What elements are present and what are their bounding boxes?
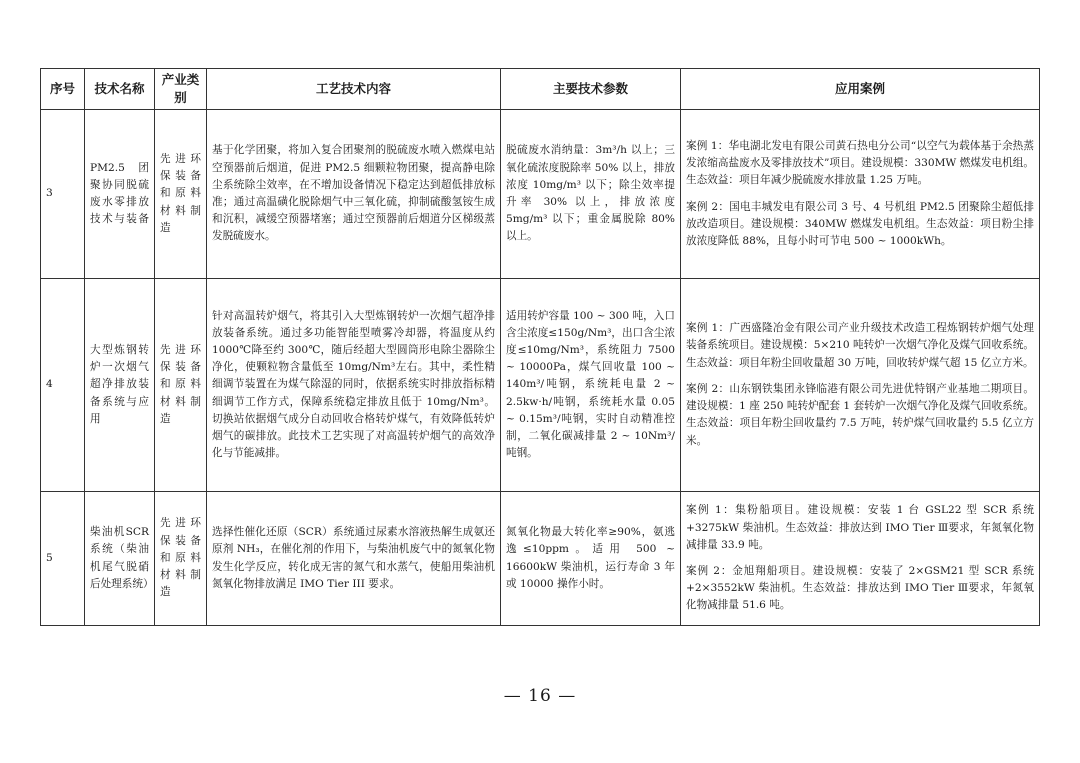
process-content: 基于化学团聚，将加入复合团聚剂的脱硫废水喷入燃煤电站空预器前后烟道，促进 PM2.5 细颗粒物团聚，提高静电除尘系统除尘效率，在不增加设备情况下稳定达到超低排放标准；通过高温磺化脱除烟气中三氧化硫，抑制硫酸氢铵生成和沉积，减缓空预器堵塞；通过空预器前后烟道分区梯级蒸发脱硫废水。 [207, 110, 501, 279]
industry-category: 先进环保装备和原料材料制造 [155, 110, 207, 279]
header-process: 工艺技术内容 [207, 69, 501, 110]
technical-parameters: 适用转炉容量 100 ~ 300 吨，入口含尘浓度≤150g/Nm³，出口含尘浓度≤10mg/Nm³，系统阻力 7500 ~ 10000Pa，煤气回收量 100 ~ 140m³/吨钢，系统耗电量 2 ~ 2.5kw·h/吨钢，系统耗水量 0.05 ~ 0.15m³/吨钢，实时自动精准控制，二氧化碳减排量 2 ~ 10Nm³/吨钢。 [501, 279, 681, 492]
header-no: 序号 [41, 69, 85, 110]
industry-category: 先进环保装备和原料材料制造 [155, 492, 207, 626]
case-1: 案例 1：集粉船项目。建设规模：安装 1 台 GSL22 型 SCR 系统+3275kW 柴油机。生态效益：排放达到 IMO Tier Ⅲ要求，年氮氧化物减排量 33.9 吨。 [686, 504, 1034, 551]
technology-name: PM2.5 团聚协同脱硫废水零排放技术与装备 [85, 110, 155, 279]
technology-table [40, 68, 1040, 626]
case-1: 案例 1：广西盛隆冶金有限公司产业升级技术改造工程炼钢转炉烟气处理装备系统项目。建设规模：5×210 吨转炉一次烟气净化及煤气回收系统。生态效益：项目年粉尘回收量超 30 万吨，回收转炉煤气超 15 亿立方米。 [686, 322, 1034, 369]
application-cases [681, 110, 1040, 279]
row-number: 4 [41, 279, 85, 492]
application-cases [681, 492, 1040, 626]
technology-name: 柴油机SCR 系统（柴油机尾气脱硝后处理系统） [85, 492, 155, 626]
header-name: 技术名称 [85, 69, 155, 110]
case-2: 案例 2：山东钢铁集团永锋临港有限公司先进优特钢产业基地二期项目。建设规模：1 座 250 吨转炉配套 1 套转炉一次烟气净化及煤气回收系统。生态效益：项目年粉尘回收量约 7.5 万吨，转炉煤气回收量约 5.5 亿立方米。 [686, 382, 1034, 447]
header-type: 产业类别 [155, 69, 207, 110]
row-number: 3 [41, 110, 85, 279]
table-row [41, 492, 1040, 626]
case-2: 案例 2：金旭翔船项目。建设规模：安装了 2×GSM21 型 SCR 系统+2×3552kW 柴油机。生态效益：排放达到 IMO Tier Ⅲ要求，年氮氧化物减排量 51.6 吨。 [686, 565, 1034, 612]
technology-name: 大型炼钢转炉一次烟气超净排放装备系统与应用 [85, 279, 155, 492]
process-content: 针对高温转炉烟气，将其引入大型炼钢转炉一次烟气超净排放装备系统。通过多功能智能型喷雾冷却器，将温度从约 1000℃降至约 300℃，随后经超大型圆筒形电除尘器除尘净化，使颗粒物含量低至 10mg/Nm³左右。其中，柔性精细调节装置在为煤气除湿的同时，依据系统实时排放指标精细调节工作方式，保障系统稳定排放且低于 10mg/Nm³。切换站依据烟气成分自动回收合格转炉煤气，有效降低转炉烟气的碳排放。此技术工艺实现了对高温转炉烟气的高效净化与节能减排。 [207, 279, 501, 492]
header-cases: 应用案例 [681, 69, 1040, 110]
technical-parameters: 脱硫废水消纳量：3m³/h 以上；三氧化硫浓度脱除率 50% 以上，排放浓度 10mg/m³ 以下；除尘效率提升率 30% 以上，排放浓度 5mg/m³ 以下；重金属脱除 80% 以上。 [501, 110, 681, 279]
page-number: — 16 — [503, 686, 577, 706]
table-row [41, 110, 1040, 279]
table-row [41, 279, 1040, 492]
application-cases [681, 279, 1040, 492]
process-content: 选择性催化还原（SCR）系统通过尿素水溶液热解生成氨还原剂 NH₃，在催化剂的作用下，与柴油机废气中的氮氧化物发生化学反应，转化成无害的氮气和水蒸气，使船用柴油机氮氧化物排放满足 IMO Tier III 要求。 [207, 492, 501, 626]
case-2: 案例 2：国电丰城发电有限公司 3 号、4 号机组 PM2.5 团聚除尘超低排放改造项目。建设规模：340MW 燃煤发电机组。生态效益：项目粉尘排放浓度降低 88%，且每小时可节电 500 ~ 1000kWh。 [686, 200, 1034, 247]
table-header-row [41, 69, 1040, 110]
header-params: 主要技术参数 [501, 69, 681, 110]
row-number: 5 [41, 492, 85, 626]
industry-category: 先进环保装备和原料材料制造 [155, 279, 207, 492]
technical-parameters: 氮氧化物最大转化率≥90%，氨逃逸≤10ppm。适用 500 ~ 16600kW 柴油机，运行寿命 3 年或 10000 操作小时。 [501, 492, 681, 626]
case-1: 案例 1：华电湖北发电有限公司黄石热电分公司“以空气为载体基于余热蒸发浓缩高盐废水及零排放技术”项目。建设规模：330MW 燃煤发电机组。生态效益：项目年减少脱硫废水排放量 1.25 万吨。 [686, 139, 1034, 187]
